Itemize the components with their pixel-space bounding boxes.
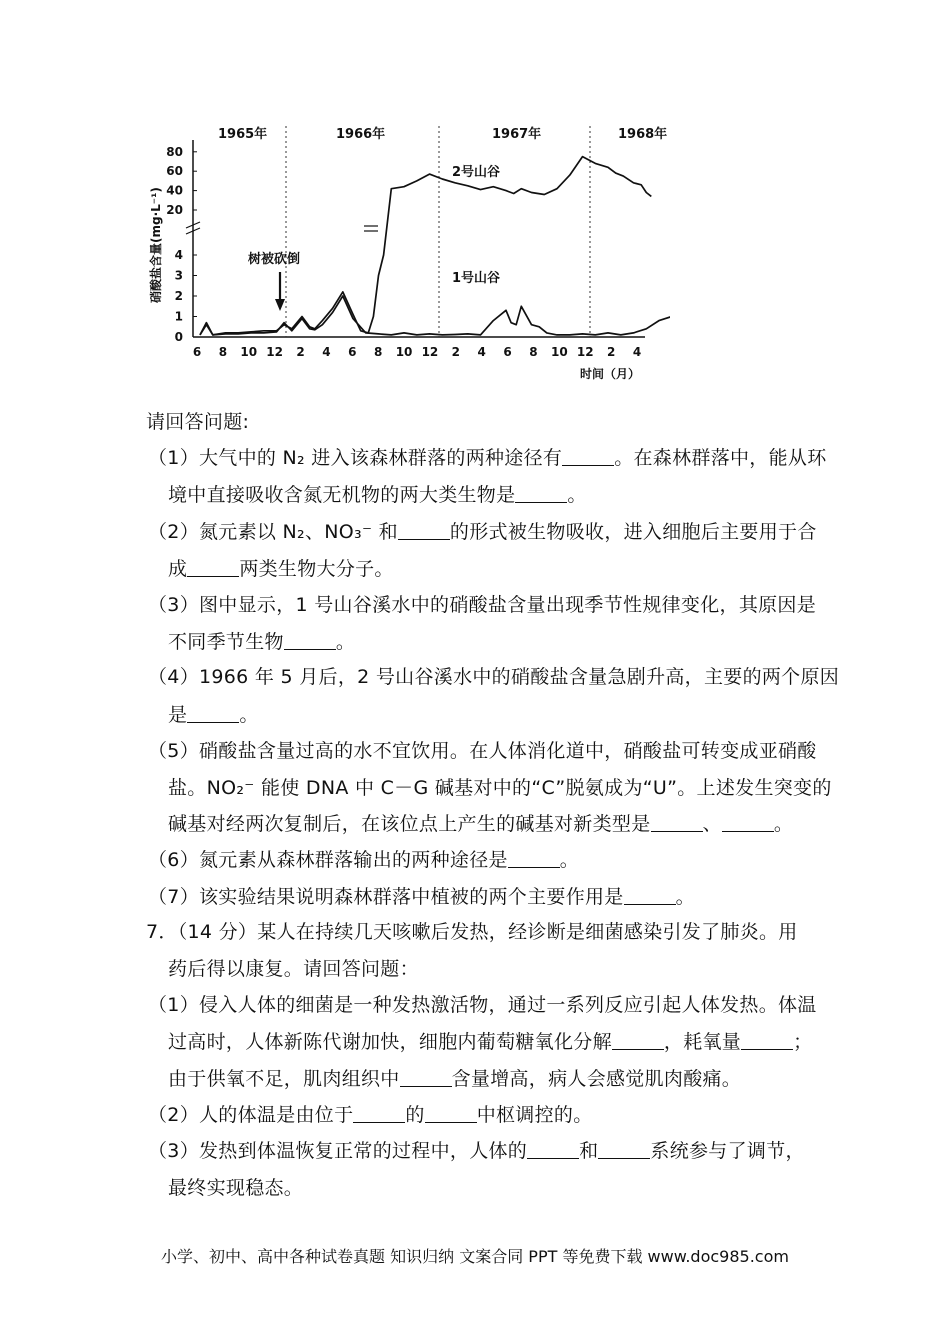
q7-3-line1: （3）发热到体温恢复正常的过程中，人体的 和 系统参与了调节， (148, 1140, 805, 1162)
answer-blank[interactable] (353, 1104, 405, 1123)
answer-blank[interactable] (527, 1140, 579, 1159)
x-tick-label: 6 (348, 345, 357, 359)
q7-3-line2: 最终实现稳态。 (168, 1177, 304, 1199)
answer-blank[interactable] (562, 447, 614, 466)
series-label-valley-2: 2号山谷 (452, 165, 501, 180)
x-tick-label: 10 (240, 345, 258, 359)
answer-blank[interactable] (651, 813, 703, 832)
y-tick-label: 4 (174, 248, 183, 262)
x-tick-label: 10 (551, 345, 568, 359)
y-axis-label: 硝酸盐含量(mg·L⁻¹) (149, 187, 163, 303)
q6-4-line1: （4）1966 年 5 月后，2 号山谷溪水中的硝酸盐含量急剧升高，主要的两个原因 (148, 666, 840, 688)
series-line-valley-1 (200, 276, 670, 335)
q6-4-line2: 是 。 (168, 704, 259, 726)
x-axis-label: 时间（月） (580, 367, 641, 381)
answer-blank[interactable] (515, 484, 567, 503)
y-tick-label: 60 (166, 164, 183, 179)
answer-blank[interactable] (187, 558, 239, 577)
x-tick-label: 6 (192, 345, 202, 359)
x-tick-label: 2 (606, 345, 616, 359)
answer-blank[interactable] (398, 521, 450, 540)
x-tick-label: 4 (477, 345, 486, 359)
year-label: 1968年 (618, 127, 668, 142)
y-tick-label: 1 (174, 309, 183, 324)
x-tick-label: 2 (451, 345, 461, 359)
q7-1-line2: 过高时，人体新陈代谢加快，细胞内葡萄糖氧化分解 ，耗氧量 ； (168, 1031, 813, 1053)
prompt-text: 请回答问题: (146, 411, 250, 433)
answer-blank[interactable] (187, 704, 239, 723)
answer-blank[interactable] (400, 1068, 452, 1087)
y-tick-label: 0 (174, 330, 183, 344)
y-tick-label: 2 (174, 289, 183, 303)
q6-5-line2: 盐。NO₂⁻ 能使 DNA 中 C－G 碱基对中的“C”脱氨成为“U”。上述发生突变的 (168, 777, 832, 799)
answer-blank[interactable] (284, 631, 336, 650)
x-tick-label: 4 (632, 345, 642, 359)
y-tick-label: 80 (166, 144, 183, 159)
annotation-cut-trees: 树被砍倒 (248, 252, 301, 267)
x-tick-label: 12 (576, 345, 594, 359)
q6-3-line1: （3）图中显示，1 号山谷溪水中的硝酸盐含量出现季节性规律变化，其原因是 (148, 594, 817, 616)
footer-text: 小学、初中、高中各种试卷真题 知识归纳 文案合同 PPT 等免费下载 www.doc985.com (161, 1247, 789, 1266)
x-tick-label: 8 (529, 345, 538, 359)
series-line-valley-2 (200, 157, 651, 335)
x-tick-label: 2 (296, 345, 305, 359)
year-label: 1965年 (218, 127, 268, 142)
q6-2-line1: （2）氮元素以 N₂、NO₃⁻ 和 的形式被生物吸收，进入细胞后主要用于合 (148, 521, 817, 543)
answer-blank[interactable] (741, 1031, 793, 1050)
q6-5-line1: （5）硝酸盐含量过高的水不宜饮用。在人体消化道中，硝酸盐可转变成亚硝酸 (148, 740, 817, 762)
answer-blank[interactable] (508, 849, 560, 868)
y-tick-label: 3 (174, 268, 183, 283)
year-label: 1967年 (492, 127, 542, 142)
answer-blank[interactable] (425, 1104, 477, 1123)
answer-blank[interactable] (624, 886, 676, 905)
answer-blank[interactable] (612, 1031, 664, 1050)
nitrate-chart (140, 118, 670, 388)
q7-line2: 药后得以康复。请回答问题： (168, 958, 419, 980)
x-tick-label: 12 (421, 345, 439, 359)
x-tick-label: 4 (322, 345, 331, 359)
answer-blank[interactable] (598, 1140, 650, 1159)
year-label: 1966年 (336, 127, 386, 142)
x-tick-label: 8 (218, 345, 228, 359)
arrowhead-icon (275, 299, 285, 311)
q6-7-line1: （7）该实验结果说明森林群落中植被的两个主要作用是 。 (148, 886, 695, 908)
x-tick-label: 8 (373, 345, 383, 359)
q7-line1: 7．（14 分）某人在持续几天咳嗽后发热，经诊断是细菌感染引发了肺炎。用 (146, 921, 798, 943)
y-tick-label: 40 (166, 183, 183, 198)
q6-5-line3: 碱基对经两次复制后，在该位点上产生的碱基对新类型是 、 。 (168, 813, 794, 835)
answer-blank[interactable] (722, 813, 774, 832)
q7-1-line3: 由于供氧不足，肌肉组织中 含量增高，病人会感觉肌肉酸痛。 (168, 1068, 742, 1090)
x-tick-label: 10 (395, 345, 413, 359)
q6-1-line1: （1）大气中的 N₂ 进入该森林群落的两种途径有 。在森林群落中，能从环 (148, 447, 827, 469)
q6-3-line2: 不同季节生物 。 (168, 631, 356, 653)
y-tick-label: 20 (166, 203, 183, 217)
q7-1-line1: （1）侵入人体的细菌是一种发热激活物，通过一系列反应引起人体发热。体温 (148, 994, 817, 1016)
q6-2-line2: 成 两类生物大分子。 (168, 558, 394, 580)
q6-6-line1: （6）氮元素从森林群落输出的两种途径是 。 (148, 849, 580, 871)
q6-1-line2: 境中直接吸收含氮无机物的两大类生物是 。 (168, 484, 587, 506)
q7-2-line1: （2）人的体温是由位于 的 中枢调控的。 (148, 1104, 593, 1126)
x-tick-label: 12 (266, 345, 283, 359)
series-label-valley-1: 1号山谷 (452, 271, 501, 286)
x-tick-label: 6 (503, 345, 512, 359)
